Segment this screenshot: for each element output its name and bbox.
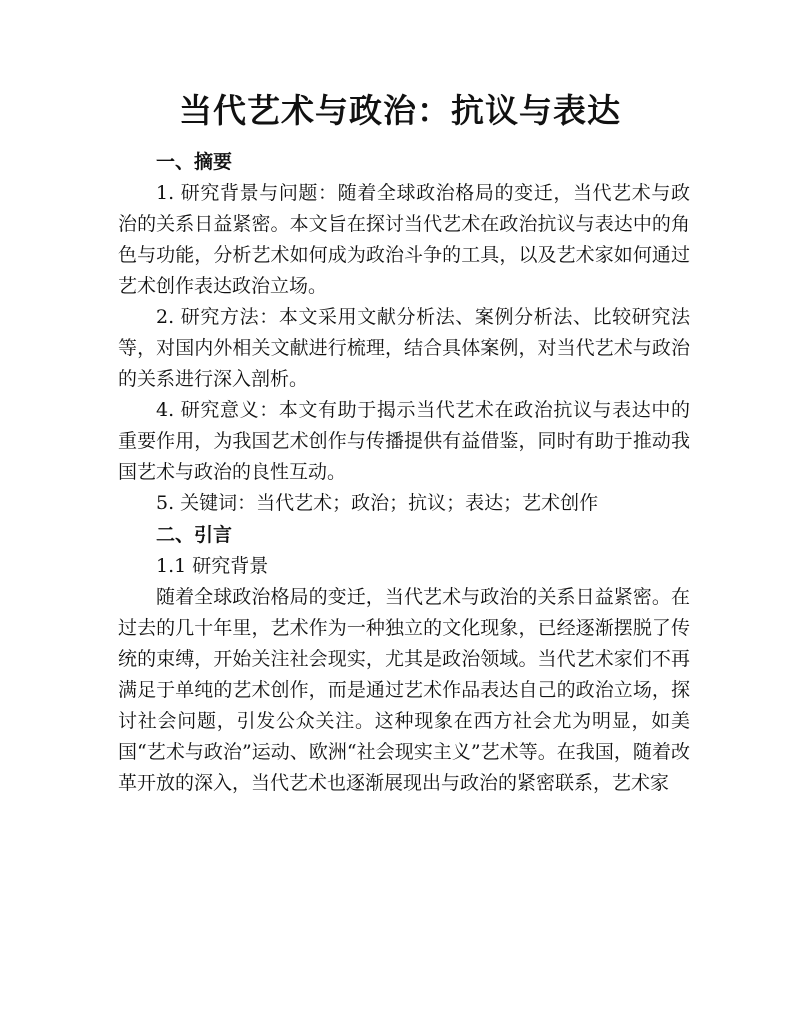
- abstract-paragraph-background: 1. 研究背景与问题：随着全球政治格局的变迁，当代艺术与政治的关系日益紧密。本文旨在探讨当代艺术在政治抗议与表达中的角色与功能，分析艺术如何成为政治斗争的工具，以及艺术家如何通过艺术创作表达政治立场。: [118, 182, 690, 297]
- document-body: [118, 146, 690, 799]
- document-title: 当代艺术与政治：抗议与表达: [179, 91, 621, 130]
- abstract-paragraph-methods: 2. 研究方法：本文采用文献分析法、案例分析法、比较研究法等，对国内外相关文献进行梳理，结合具体案例，对当代艺术与政治的关系进行深入剖析。: [118, 306, 690, 390]
- abstract-paragraph-keywords: 5. 关键词：当代艺术；政治；抗议；表达；艺术创作: [156, 492, 599, 514]
- subsection-heading-background: 1.1 研究背景: [156, 555, 269, 577]
- abstract-paragraph-significance: 4. 研究意义：本文有助于揭示当代艺术在政治抗议与表达中的重要作用，为我国艺术创作与传播提供有益借鉴，同时有助于推动我国艺术与政治的良性互动。: [118, 399, 690, 483]
- introduction-paragraph: 随着全球政治格局的变迁，当代艺术与政治的关系日益紧密。在过去的几十年里，艺术作为一种独立的文化现象，已经逐渐摆脱了传统的束缚，开始关注社会现实，尤其是政治领域。当代艺术家们不再满足于单纯的艺术创作，而是通过艺术作品表达自己的政治立场，探讨社会问题，引发公众关注。这种现象在西方社会尤为明显，如美国“艺术与政治”运动、欧洲“社会现实主义”艺术等。在我国，随着改革开放的深入，当代艺术也逐渐展现出与政治的紧密联系，艺术家: [118, 586, 690, 794]
- section-heading-abstract: 一、摘要: [156, 151, 233, 173]
- section-heading-introduction: 二、引言: [156, 524, 233, 546]
